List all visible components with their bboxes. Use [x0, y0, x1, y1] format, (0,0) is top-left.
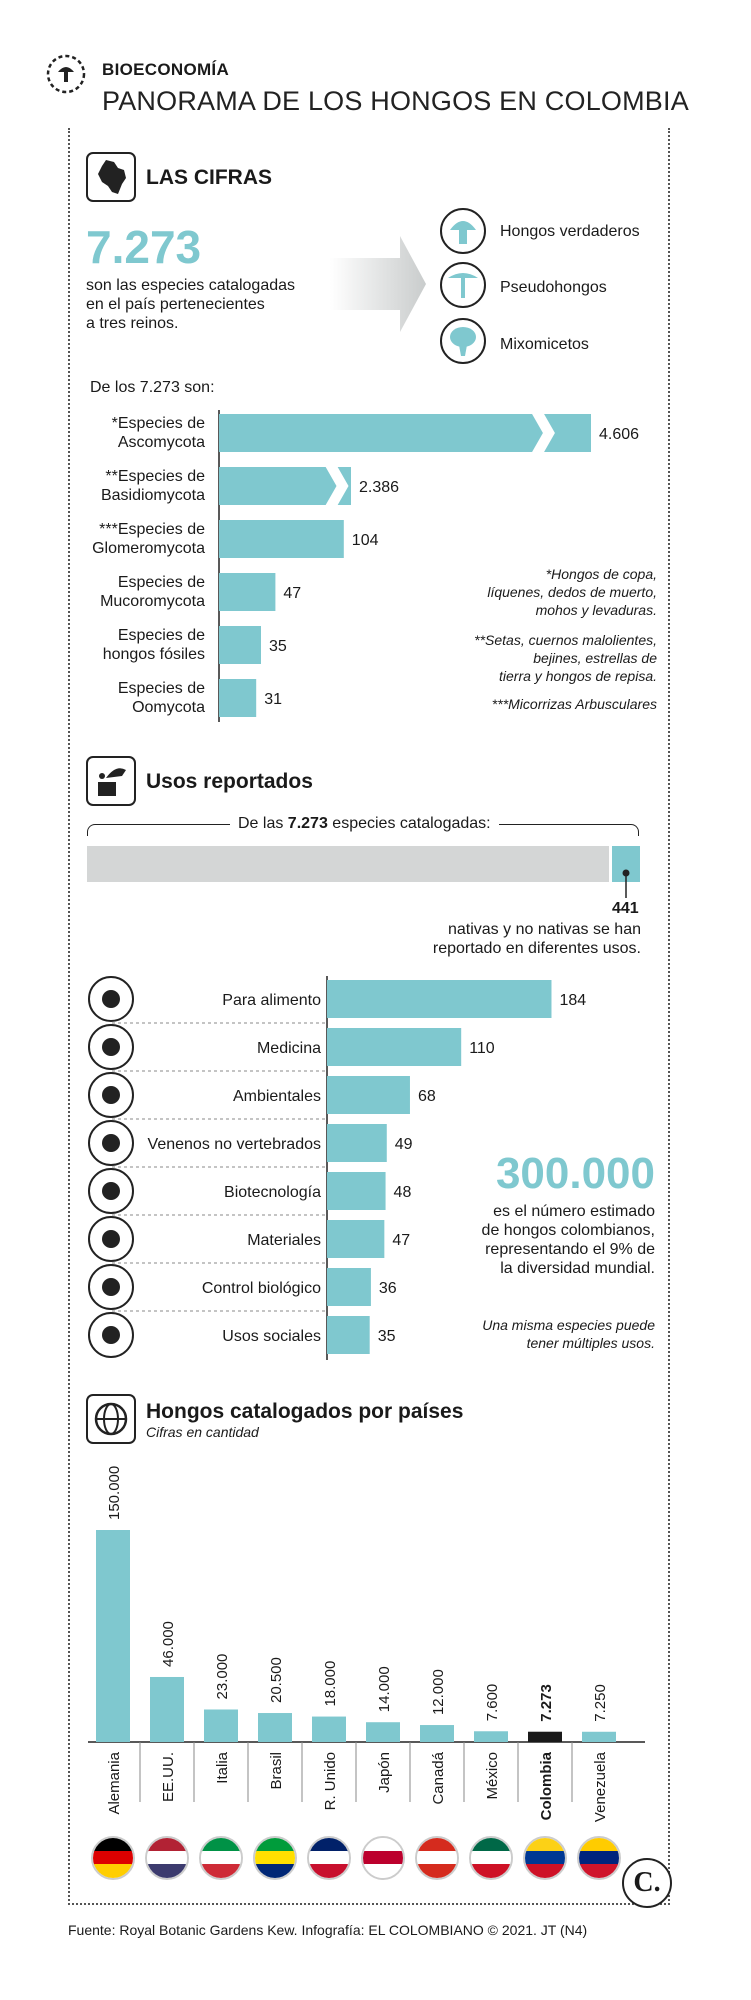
bracket-caption: De las 7.273 especies catalogadas: [230, 814, 499, 833]
el-colombiano-logo: C. [622, 1858, 672, 1908]
chart3-value-label: 7.250 [592, 1684, 609, 1722]
chart1-category-label: ***Especies de [99, 521, 205, 538]
chart1-value-label: 31 [264, 691, 282, 708]
chart3-value-label: 23.000 [214, 1653, 231, 1700]
chart2-value-label: 35 [377, 1328, 396, 1345]
chart3-value-label: 7.600 [484, 1683, 501, 1722]
chart2-value-label: 48 [393, 1184, 412, 1201]
flag-icon-colombia [523, 1836, 567, 1880]
chart1-category-label: Basidiomycota [100, 487, 205, 504]
chart3-value-label: 20.500 [268, 1657, 285, 1704]
flag-icon-eeuu [145, 1836, 189, 1880]
chart3-category-label: Japón [376, 1752, 393, 1793]
chart3-category-label: Colombia [538, 1752, 555, 1821]
section-heading-usos: Usos reportados [146, 770, 313, 793]
chart2-category-label: Biotecnología [224, 1184, 321, 1201]
chart1-category-label: Especies de [117, 574, 205, 591]
chart1-title: De los 7.273 son: [90, 379, 215, 396]
chart1-category-label: *Especies de [111, 415, 205, 432]
chart3-category-label: México [484, 1752, 501, 1800]
section-heading-cifras: LAS CIFRAS [146, 166, 272, 189]
chart2-value-label: 47 [392, 1232, 411, 1249]
note-glomeromycota: ***Micorrizas Arbusculares [491, 696, 657, 712]
estimated-text: es el número estimado de hongos colombianos, representando el 9% de la diversidad mundial. [481, 1203, 655, 1277]
chart3-value-label: 18.000 [322, 1660, 339, 1707]
uses-note: Una misma especies puede tener múltiples usos. [482, 1317, 655, 1351]
chart3-bar [474, 1731, 508, 1742]
chart2-value-label: 49 [394, 1136, 413, 1153]
chart2-value-label: 36 [378, 1280, 397, 1297]
chart3-bar [150, 1677, 184, 1742]
chart1-value-label: 47 [283, 585, 302, 602]
flag-icon-mxico [469, 1836, 513, 1880]
chart3-value-label: 46.000 [160, 1621, 177, 1667]
chart3-value-label: 12.000 [430, 1669, 447, 1716]
chart3-bar [96, 1530, 130, 1742]
page-title: PANORAMA DE LOS HONGOS EN COLOMBIA [102, 86, 689, 116]
flag-icon-canad [415, 1836, 459, 1880]
chart3-bar [366, 1722, 400, 1742]
chart2-category-label: Usos sociales [222, 1328, 321, 1345]
note-basidiomycota: **Setas, cuernos malolientes, bejines, estrellas de tierra y hongos de repisa. [474, 632, 657, 684]
chart3-category-label: Italia [214, 1752, 231, 1784]
chart3-category-label: Alemania [106, 1752, 123, 1815]
chart3-bar [528, 1732, 562, 1742]
chart1-value-label: 4.606 [599, 426, 640, 443]
flag-icon-alemania [91, 1836, 135, 1880]
chart3-category-label: EE.UU. [160, 1752, 177, 1803]
chart2-category-label: Medicina [256, 1040, 321, 1057]
chart2-category-label: Ambientales [232, 1088, 321, 1105]
note-ascomycota: *Hongos de copa, líquenes, dedos de muerto, mohos y levaduras. [487, 566, 657, 618]
chart1-category-label: Especies de [117, 627, 205, 644]
reino-label-1: Hongos verdaderos [500, 223, 640, 240]
chart2-category-label: Control biológico [201, 1280, 321, 1297]
flag-icon-runido [307, 1836, 351, 1880]
chart2-value-label: 110 [469, 1040, 495, 1057]
section-heading-paises: Hongos catalogados por países [146, 1400, 464, 1423]
chart3-value-label: 14.000 [376, 1666, 393, 1713]
flag-icon-japn [361, 1836, 405, 1880]
chart2-value-label: 184 [559, 992, 587, 1009]
section-subtitle-paises: Cifras en cantidad [146, 1424, 259, 1440]
chart3-category-label: Canadá [430, 1752, 447, 1805]
chart3-category-label: R. Unido [322, 1752, 339, 1811]
source-footer: Fuente: Royal Botanic Gardens Kew. Infografía: EL COLOMBIANO © 2021. JT (N4) [68, 1922, 588, 1938]
kicker: BIOECONOMÍA [102, 60, 230, 79]
chart1-value-label: 104 [351, 532, 379, 549]
flag-icon-italia [199, 1836, 243, 1880]
chart1-category-label: Ascomycota [117, 434, 205, 451]
big-number-text: son las especies catalogadas en el país pertenecientes a tres reinos. [86, 277, 296, 332]
reino-label-2: Pseudohongos [500, 279, 607, 296]
reino-label-3: Mixomicetos [500, 336, 589, 353]
highlight-text: nativas y no nativas se han reportado en diferentes usos. [432, 921, 641, 957]
flag-icon-venezuela [577, 1836, 621, 1880]
chart3-bar [312, 1717, 346, 1742]
big-number-species: 7.273 [86, 221, 202, 273]
chart1-category-label: hongos fósiles [102, 646, 205, 663]
chart3-bar [582, 1732, 616, 1742]
flag-icon-brasil [253, 1836, 297, 1880]
chart1-category-label: **Especies de [105, 468, 205, 485]
chart1-category-label: Oomycota [132, 699, 205, 716]
chart3-value-label: 150.000 [106, 1465, 123, 1520]
chart1-category-label: Especies de [117, 680, 205, 697]
chart1-category-label: Mucoromycota [100, 593, 205, 610]
chart2-category-label: Materiales [247, 1232, 321, 1249]
chart3-category-label: Brasil [268, 1752, 285, 1790]
chart2-value-label: 68 [417, 1088, 436, 1105]
chart1-value-label: 35 [269, 638, 287, 655]
chart1-category-label: Glomeromycota [92, 540, 205, 557]
chart2-category-label: Venenos no vertebrados [147, 1136, 321, 1153]
chart1-value-label: 2.386 [359, 479, 400, 496]
chart3-value-label: 7.273 [538, 1684, 555, 1722]
chart2-category-label: Para alimento [222, 992, 321, 1009]
chart3-bar [420, 1725, 454, 1742]
big-number-estimated: 300.000 [495, 1149, 655, 1198]
highlight-value: 441 [612, 900, 639, 917]
chart3-bar [204, 1709, 238, 1742]
chart3-bar [258, 1713, 292, 1742]
chart3-category-label: Venezuela [592, 1752, 609, 1823]
